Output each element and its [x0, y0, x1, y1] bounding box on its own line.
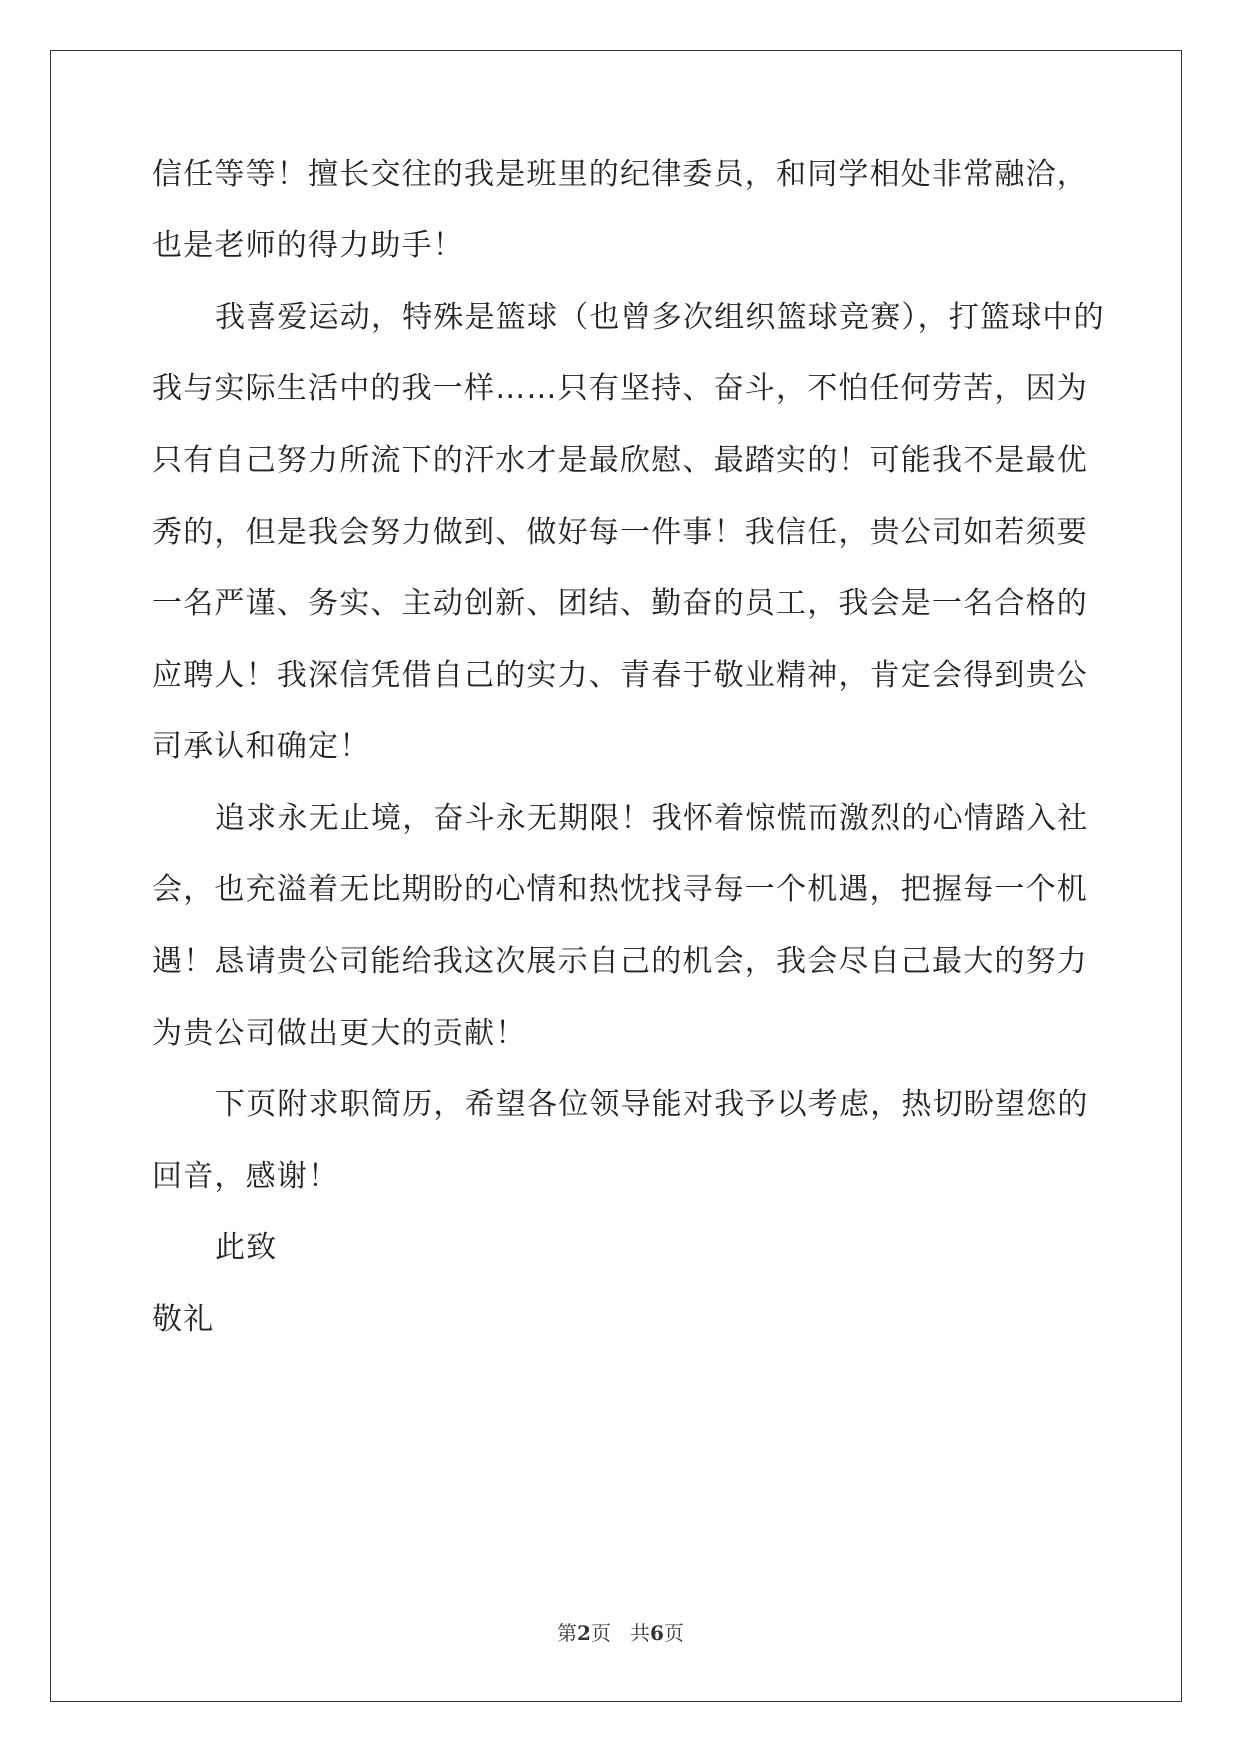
- body-line: 我与实际生活中的我一样……只有坚持、奋斗，不怕任何劳苦，因为: [152, 371, 1088, 406]
- page-suffix: 页: [590, 1621, 611, 1645]
- body-line: 只有自己努力所流下的汗水才是最欣慰、最踏实的！可能我不是最优: [152, 443, 1088, 478]
- page-number: 2: [577, 1621, 591, 1645]
- paragraph-start-line: 追求永无止境，奋斗永无期限！我怀着惊慌而激烈的心情踏入社: [215, 801, 1089, 836]
- page-footer: [0, 1617, 1241, 1646]
- body-line: 回音，感谢！: [152, 1159, 340, 1194]
- body-line: 会，也充溢着无比期盼的心情和热忱找寻每一个机遇，把握每一个机: [152, 872, 1088, 907]
- paragraph-start-line: 我喜爱运动，特殊是篮球（也曾多次组织篮球竞赛），打篮球中的: [215, 300, 1105, 335]
- body-line: 信任等等！擅长交往的我是班里的纪律委员，和同学相处非常融洽，: [152, 157, 1088, 192]
- page-prefix: 第: [557, 1621, 578, 1645]
- body-line: 为贵公司做出更大的贡献！: [152, 1016, 527, 1051]
- paragraph-start-line: 下页附求职简历，希望各位领导能对我予以考虑，热切盼望您的: [215, 1087, 1089, 1122]
- total-pages: 6: [650, 1621, 664, 1645]
- body-line: 秀的，但是我会努力做到、做好每一件事！我信任，贵公司如若须要: [152, 515, 1088, 550]
- closing-regards: 敬礼: [152, 1302, 215, 1337]
- total-suffix: 页: [663, 1621, 684, 1645]
- closing-salutation: 此致: [215, 1230, 278, 1265]
- body-line: 一名严谨、务实、主动创新、团结、勤奋的员工，我会是一名合格的: [152, 586, 1088, 621]
- body-line: 遇！恳请贵公司能给我这次展示自己的机会，我会尽自己最大的努力: [152, 944, 1088, 979]
- total-prefix: 共: [630, 1621, 651, 1645]
- body-line: 应聘人！我深信凭借自己的实力、青春于敬业精神，肯定会得到贵公: [152, 658, 1088, 693]
- body-line: 司承认和确定！: [152, 729, 371, 764]
- body-line: 也是老师的得力助手！: [152, 228, 464, 263]
